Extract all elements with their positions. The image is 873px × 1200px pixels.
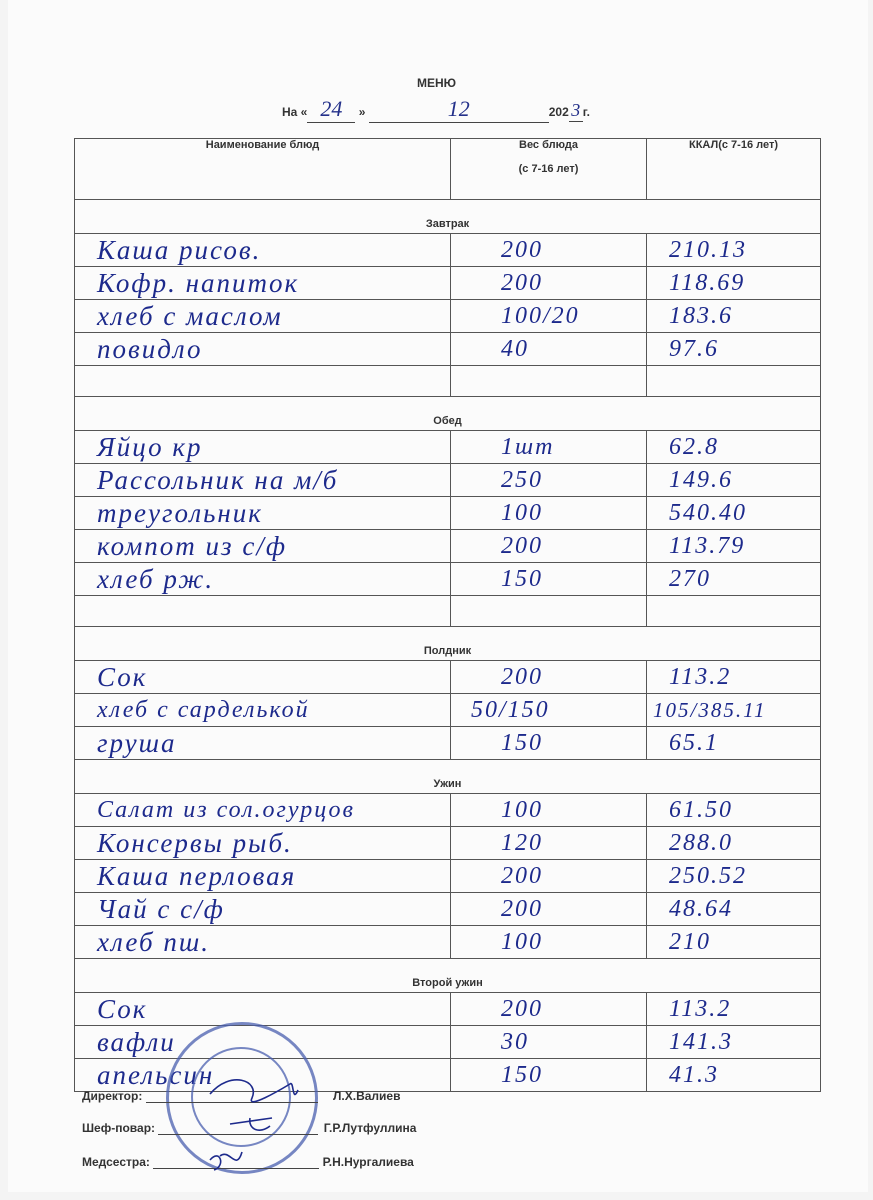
dish-weight: 200 [451, 993, 647, 1026]
dish-name: Яйцо кр [75, 431, 451, 464]
dish-weight: 200 [451, 661, 647, 694]
chef-label: Шеф-повар: [82, 1121, 156, 1135]
dish-weight: 120 [451, 827, 647, 860]
date-year-digit: 3 [571, 100, 581, 120]
dish-kcal: 288.0 [647, 827, 821, 860]
dish-name: хлеб пш. [75, 926, 451, 959]
menu-date [282, 96, 590, 123]
dish-kcal: 105/385.11 [647, 694, 821, 727]
section-header-breakfast: Завтрак [75, 200, 821, 234]
dish-name: Рассольник на м/б [75, 464, 451, 497]
dish-name: повидло [75, 333, 451, 366]
dish-kcal: 210.13 [647, 234, 821, 267]
dish-weight: 50/150 [451, 694, 647, 727]
dish-weight: 150 [451, 727, 647, 760]
dish-weight: 30 [451, 1026, 647, 1059]
table-header-row [75, 139, 821, 200]
table-row [75, 727, 821, 760]
dish-weight: 100/20 [451, 300, 647, 333]
table-row [75, 794, 821, 827]
dish-weight: 200 [451, 267, 647, 300]
dish-kcal: 141.3 [647, 1026, 821, 1059]
table-row [75, 530, 821, 563]
dish-weight: 200 [451, 893, 647, 926]
date-year-prefix: 202 [548, 105, 569, 119]
table-row [75, 497, 821, 530]
section-header-second-dinner: Второй ужин [75, 959, 821, 993]
dish-name: хлеб с маслом [75, 300, 451, 333]
table-row [75, 827, 821, 860]
table-row [75, 926, 821, 959]
section-header-snack: Полдник [75, 627, 821, 661]
empty-row [75, 366, 821, 397]
dish-name: Салат из сол.огурцов [75, 794, 451, 827]
dish-kcal: 113.2 [647, 661, 821, 694]
dish-name: хлеб с сарделькой [75, 694, 451, 727]
dish-name: Каша перловая [75, 860, 451, 893]
date-prefix: На « [282, 105, 308, 119]
date-day: 24 [320, 96, 343, 121]
table-row [75, 333, 821, 366]
dish-kcal: 48.64 [647, 893, 821, 926]
dish-kcal: 270 [647, 563, 821, 596]
table-row [75, 993, 821, 1026]
dish-kcal: 540.40 [647, 497, 821, 530]
dish-weight: 1шт [451, 431, 647, 464]
dish-weight: 40 [451, 333, 647, 366]
dish-weight: 150 [451, 1059, 647, 1092]
dish-weight: 100 [451, 794, 647, 827]
dish-name: Чай с с/ф [75, 893, 451, 926]
dish-name: треугольник [75, 497, 451, 530]
director-name: Л.Х.Валиев [333, 1089, 401, 1103]
column-header-weight [451, 139, 647, 200]
table-row [75, 267, 821, 300]
dish-name: Каша рисов. [75, 234, 451, 267]
empty-row [75, 596, 821, 627]
dish-kcal: 250.52 [647, 860, 821, 893]
dish-kcal: 149.6 [647, 464, 821, 497]
column-header-weight-label: Вес блюда [519, 139, 578, 151]
date-year-suffix: г. [582, 105, 590, 119]
table-row [75, 464, 821, 497]
table-row [75, 431, 821, 464]
section-header-lunch: Обед [75, 397, 821, 431]
dish-name: компот из с/ф [75, 530, 451, 563]
dish-name: Консервы рыб. [75, 827, 451, 860]
nurse-label: Медсестра: [82, 1155, 150, 1169]
column-header-name: Наименование блюд [75, 139, 451, 200]
dish-weight: 200 [451, 530, 647, 563]
dish-kcal: 183.6 [647, 300, 821, 333]
handwritten-signatures [190, 1060, 320, 1180]
column-header-kcal: ККАЛ(с 7-16 лет) [647, 139, 821, 200]
column-header-weight-sub: (с 7-16 лет) [518, 163, 579, 175]
table-row [75, 300, 821, 333]
table-row [75, 694, 821, 727]
chef-name: Г.Р.Лутфуллина [323, 1121, 417, 1135]
dish-kcal: 113.2 [647, 993, 821, 1026]
date-month: 12 [447, 96, 470, 121]
table-row [75, 860, 821, 893]
dish-name: Сок [75, 661, 451, 694]
dish-weight: 200 [451, 234, 647, 267]
dish-kcal: 118.69 [647, 267, 821, 300]
dish-kcal: 113.79 [647, 530, 821, 563]
dish-weight: 150 [451, 563, 647, 596]
dish-kcal: 61.50 [647, 794, 821, 827]
dish-kcal: 210 [647, 926, 821, 959]
dish-name: хлеб рж. [75, 563, 451, 596]
section-header-dinner: Ужин [75, 760, 821, 794]
dish-weight: 100 [451, 497, 647, 530]
dish-name: вафли [75, 1026, 451, 1059]
menu-table [74, 138, 821, 1092]
table-row [75, 234, 821, 267]
dish-weight: 200 [451, 860, 647, 893]
director-label: Директор: [82, 1089, 143, 1103]
dish-kcal: 62.8 [647, 431, 821, 464]
table-row [75, 661, 821, 694]
date-quote-close: » [358, 105, 366, 119]
dish-weight: 100 [451, 926, 647, 959]
nurse-name: Р.Н.Нургалиева [322, 1155, 414, 1169]
table-row [75, 893, 821, 926]
dish-kcal: 97.6 [647, 333, 821, 366]
dish-name: Сок [75, 993, 451, 1026]
dish-name: Кофр. напиток [75, 267, 451, 300]
table-row [75, 563, 821, 596]
dish-kcal: 41.3 [647, 1059, 821, 1092]
dish-name: апельсин [75, 1059, 451, 1092]
dish-weight: 250 [451, 464, 647, 497]
dish-name: груша [75, 727, 451, 760]
menu-title: МЕНЮ [416, 76, 457, 90]
dish-kcal: 65.1 [647, 727, 821, 760]
